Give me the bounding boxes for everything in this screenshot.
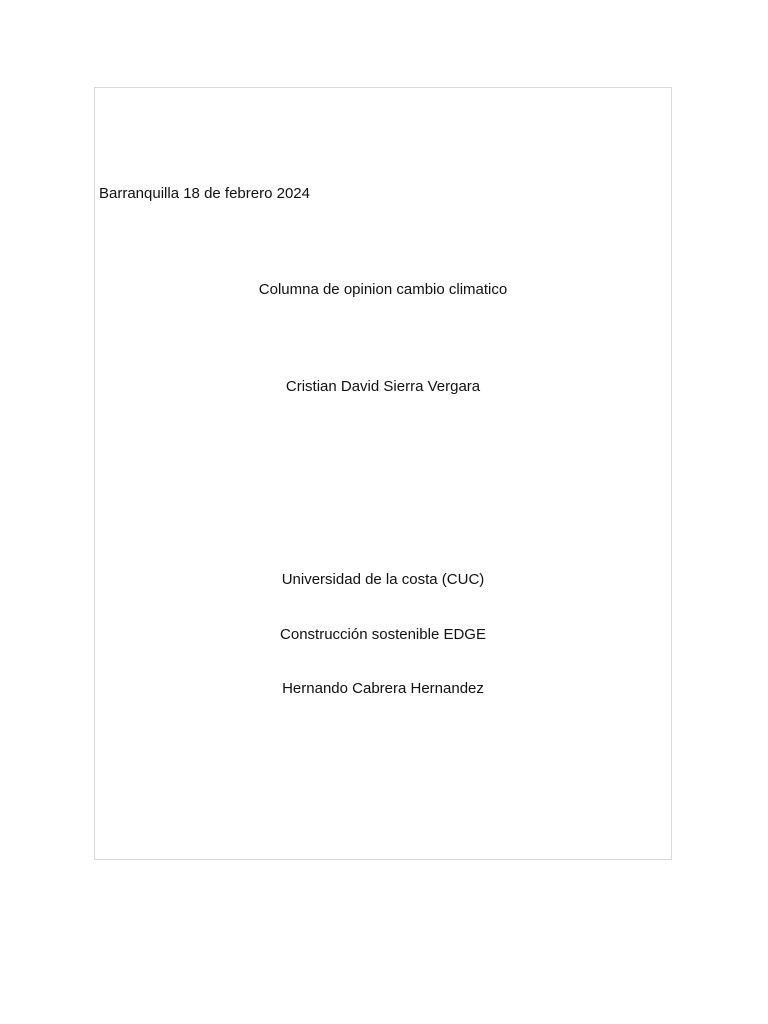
date-place-line: Barranquilla 18 de febrero 2024	[99, 185, 310, 202]
university-name: Universidad de la costa (CUC)	[281, 571, 485, 588]
document-page	[94, 87, 672, 860]
author-name: Cristian David Sierra Vergara	[285, 378, 481, 395]
document-title: Columna de opinion cambio climatico	[258, 281, 508, 298]
teacher-name: Hernando Cabrera Hernandez	[282, 680, 484, 697]
course-name: Construcción sostenible EDGE	[280, 626, 486, 643]
